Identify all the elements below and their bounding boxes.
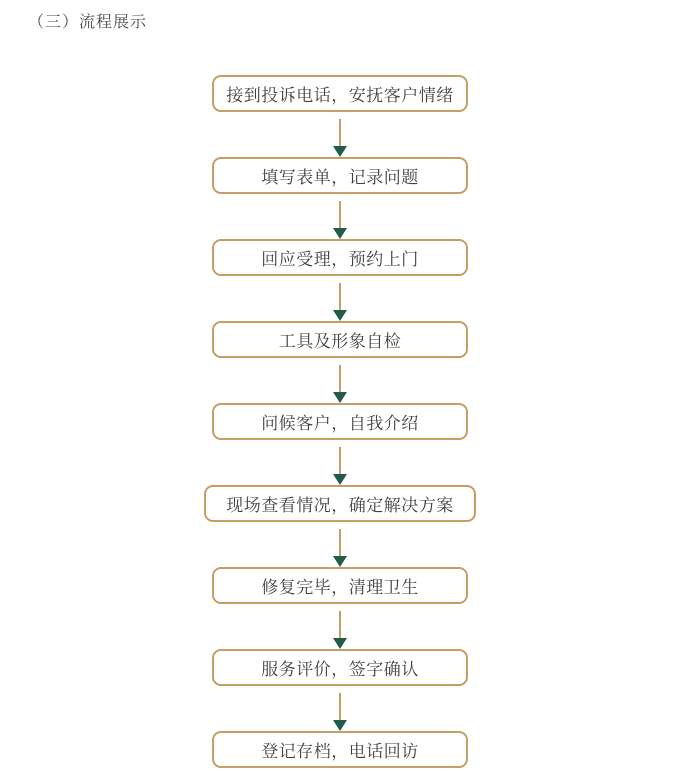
page-title: （三）流程展示 bbox=[28, 14, 148, 31]
down-arrow-icon bbox=[333, 201, 347, 239]
arrow-shaft bbox=[339, 447, 341, 474]
down-arrow-icon bbox=[333, 529, 347, 567]
down-arrow-icon bbox=[333, 693, 347, 731]
arrow-head bbox=[333, 474, 347, 485]
arrow-head bbox=[333, 310, 347, 321]
flow-step-6: 现场查看情况，确定解决方案 bbox=[204, 485, 476, 522]
flowchart bbox=[0, 75, 680, 768]
flow-step-3: 回应受理，预约上门 bbox=[212, 239, 468, 276]
arrow-head bbox=[333, 392, 347, 403]
arrow-head bbox=[333, 720, 347, 731]
arrow-shaft bbox=[339, 119, 341, 146]
arrow-shaft bbox=[339, 201, 341, 228]
arrow-shaft bbox=[339, 693, 341, 720]
arrow-head bbox=[333, 146, 347, 157]
arrow-head bbox=[333, 556, 347, 567]
down-arrow-icon bbox=[333, 365, 347, 403]
arrow-head bbox=[333, 638, 347, 649]
down-arrow-icon bbox=[333, 119, 347, 157]
arrow-shaft bbox=[339, 611, 341, 638]
flow-step-2: 填写表单，记录问题 bbox=[212, 157, 468, 194]
flow-step-8: 服务评价，签字确认 bbox=[212, 649, 468, 686]
flow-step-5: 问候客户，自我介绍 bbox=[212, 403, 468, 440]
arrow-head bbox=[333, 228, 347, 239]
arrow-shaft bbox=[339, 283, 341, 310]
flow-step-4: 工具及形象自检 bbox=[212, 321, 468, 358]
arrow-shaft bbox=[339, 529, 341, 556]
down-arrow-icon bbox=[333, 283, 347, 321]
flow-step-7: 修复完毕，清理卫生 bbox=[212, 567, 468, 604]
flow-step-9: 登记存档，电话回访 bbox=[212, 731, 468, 768]
down-arrow-icon bbox=[333, 611, 347, 649]
arrow-shaft bbox=[339, 365, 341, 392]
down-arrow-icon bbox=[333, 447, 347, 485]
flow-step-1: 接到投诉电话，安抚客户情绪 bbox=[212, 75, 468, 112]
